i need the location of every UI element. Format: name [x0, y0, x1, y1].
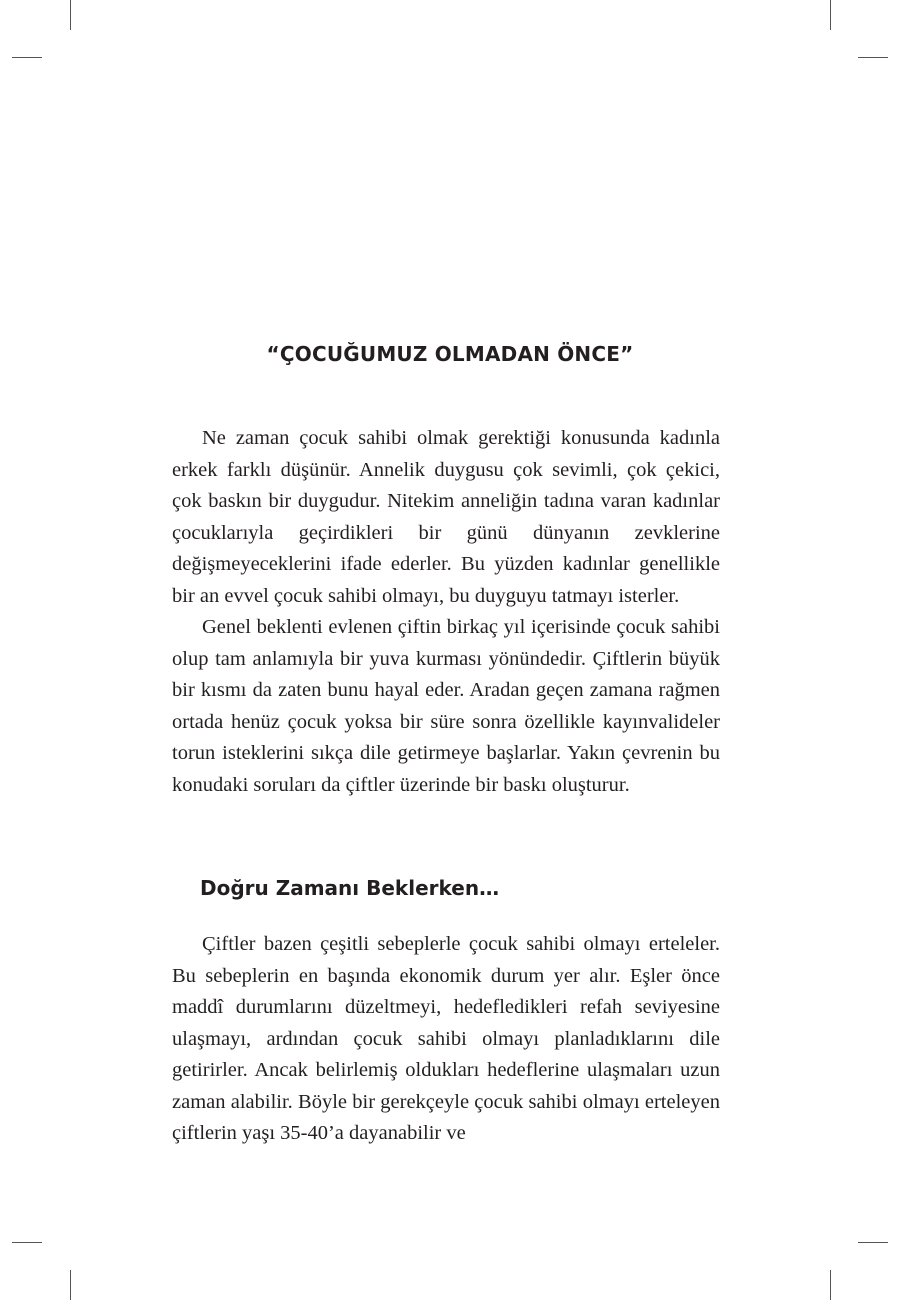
section-heading: Doğru Zamanı Beklerken…: [200, 876, 500, 900]
crop-mark-top-left-h: [12, 57, 42, 58]
chapter-title: “ÇOCUĞUMUZ OLMADAN ÖNCE”: [266, 342, 634, 366]
crop-mark-bottom-right-h: [858, 1242, 888, 1243]
crop-mark-top-right: [830, 0, 831, 30]
section-body: [172, 929, 720, 1150]
crop-mark-top-left: [70, 0, 71, 30]
crop-mark-bottom-right: [830, 1270, 831, 1300]
paragraph: Genel beklenti evlenen çiftin birkaç yıl içerisinde çocuk sahibi olup tam anlamıyla bir yuva kurması yönündedir. Çiftlerin büyük bir kısmı da zaten bunu hayal eder. Aradan geçen zamana rağmen ortada henüz çocuk yoksa bir süre sonra özellikle kayınvalideler torun isteklerini sıkça dile getirmeye başlarlar. Yakın çevrenin bu konudaki soruları da çiftler üzerinde bir baskı oluşturur.: [172, 616, 720, 796]
crop-mark-bottom-left: [70, 1270, 71, 1300]
chapter-body: [172, 423, 720, 801]
crop-mark-bottom-left-h: [12, 1242, 42, 1243]
paragraph: Çiftler bazen çeşitli sebeplerle çocuk sahibi olmayı erteleler. Bu sebeplerin en başında ekonomik durum yer alır. Eşler önce maddî durumlarını düzeltmeyi, hedefledikleri refah seviyesine ulaşmayı, ardından çocuk sahibi olmayı planladıklarını dile getirirler. Ancak belirlemiş oldukları hedeflerine ulaşmaları uzun zaman alabilir. Böyle bir gerekçeyle çocuk sahibi olmayı erteleyen çiftlerin yaşı 35-40’a dayanabilir ve: [172, 933, 720, 1144]
crop-mark-top-right-h: [858, 57, 888, 58]
paragraph: Ne zaman çocuk sahibi olmak gerektiği konusunda kadınla erkek farklı düşünür. Annelik duygusu çok sevimli, çok çekici, çok baskın bir duygudur. Nitekim anneliğin tadına varan kadınlar çocuklarıyla geçirdikleri bir günü dünyanın zevklerine değişmeyeceklerini ifade ederler. Bu yüzden kadınlar genellikle bir an evvel çocuk sahibi olmayı, bu duyguyu tatmayı isterler.: [172, 427, 720, 607]
